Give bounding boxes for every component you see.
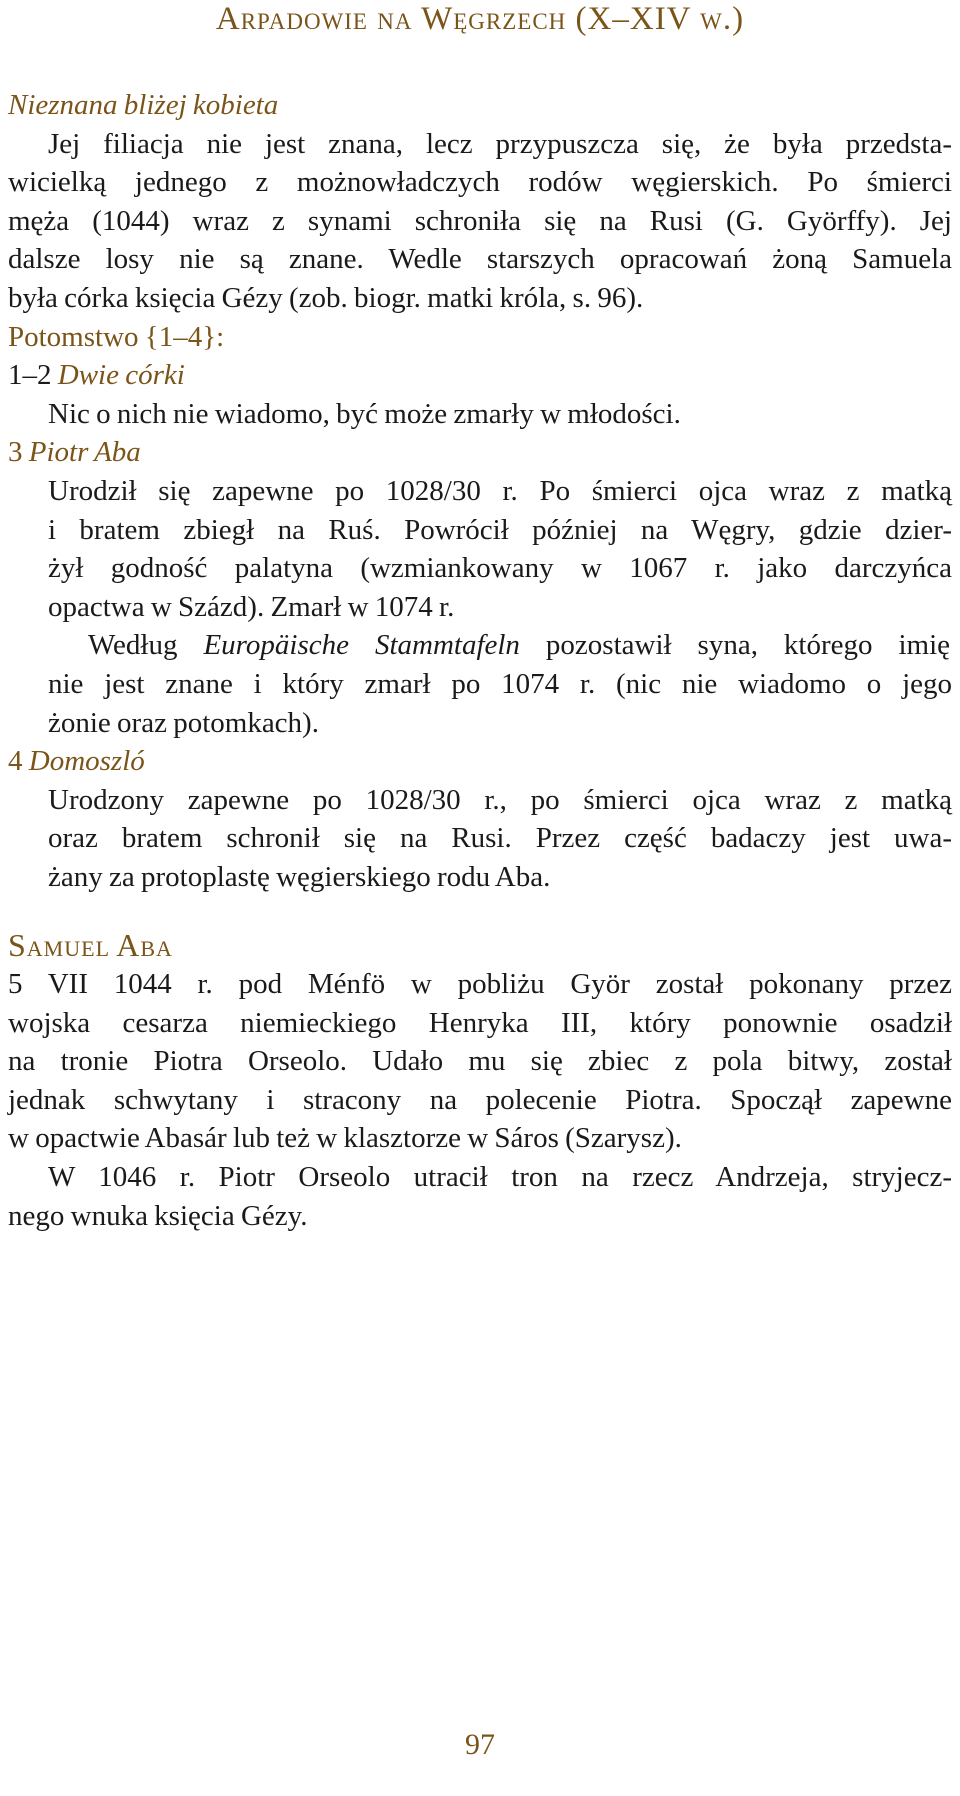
offspring-label: Potomstwo {1–4}:: [8, 320, 225, 353]
text-line: Urodził się zapewne po 1028/30 r. Po śmierci ojca wraz z matką: [48, 474, 952, 507]
offspring-entry-heading: [8, 742, 952, 781]
entry-number: 3: [8, 436, 23, 469]
document-page: [8, 0, 952, 1796]
text-line: opactwa w Százd). Zmarł w 1074 r.: [48, 590, 455, 623]
text-line: w opactwie Abasár lub też w klasztorze w Sáros (Szarysz).: [8, 1122, 682, 1155]
offspring-entry-heading: [8, 356, 952, 395]
text-line: żany za protoplastę węgierskiego rodu Aba.: [48, 860, 551, 893]
text-line: dalsze losy nie są znane. Wedle starszych opracowań żoną Samuela: [8, 243, 952, 276]
section-gap: [8, 896, 952, 926]
text-line: nego wnuka księcia Gézy.: [8, 1199, 308, 1232]
entry-number: 4: [8, 745, 23, 778]
text-line: żonie oraz potomkach).: [48, 706, 319, 739]
text-line: W 1046 r. Piotr Orseolo utracił tron na rzecz Andrzeja, stryjecz-: [48, 1161, 952, 1194]
section-heading-wife: Nieznana bliżej kobieta: [8, 89, 279, 121]
running-head: Arpadowie na Węgrzech (X–XIV w.): [215, 1, 745, 37]
text-line: Jej filiacja nie jest znana, lecz przypuszcza się, że była przedsta-: [48, 127, 952, 160]
text-line: na tronie Piotra Orseolo. Udało mu się zbiec z pola bitwy, został: [8, 1045, 952, 1078]
text-line: męża (1044) wraz z synami schroniła się na Rusi (G. Györffy). Jej: [8, 204, 952, 237]
section-heading-samuel: Samuel Aba: [8, 927, 173, 964]
text-line: i bratem zbiegł na Ruś. Powrócił później na Węgry, gdzie dzier-: [48, 513, 952, 546]
text-line: żył godność palatyna (wzmiankowany w 1067 r. jako darczyńca: [48, 552, 952, 585]
text-line: wicielką jednego z możnowładczych rodów węgierskich. Po śmierci: [8, 166, 952, 199]
entry-name: Domoszló: [28, 745, 145, 778]
text-line: wojska cesarza niemieckiego Henryka III, który ponownie osadził: [8, 1006, 952, 1039]
entry-number: 1–2: [8, 359, 52, 392]
text-line: Nic o nich nie wiadomo, być może zmarły w młodości.: [48, 397, 681, 430]
entry-name: Piotr Aba: [28, 436, 141, 469]
text-run: pozostawił syna, którego imię: [545, 629, 951, 662]
page-number: 97: [465, 1728, 495, 1761]
text-line: 5 VII 1044 r. pod Ménfö w pobliżu Györ został pokonany przez: [8, 968, 952, 1001]
text-line: [8, 626, 952, 665]
offspring-entry-heading: [8, 433, 952, 472]
text-line: oraz bratem schronił się na Rusi. Przez część badaczy jest uwa-: [48, 822, 952, 855]
text-run: Według: [88, 629, 178, 662]
text-line: Urodzony zapewne po 1028/30 r., po śmierci ojca wraz z matką: [48, 783, 952, 816]
text-line: jednak schwytany i stracony na polecenie Piotra. Spoczął zapewne: [8, 1083, 952, 1116]
book-title: Europäische Stammtafeln: [203, 629, 520, 662]
text-line: była córka księcia Gézy (zob. biogr. matki króla, s. 96).: [8, 281, 644, 314]
text-line: nie jest znane i który zmarł po 1074 r. (nic nie wiadomo o jego: [48, 667, 952, 700]
entry-name: Dwie córki: [57, 359, 185, 392]
page-body: [8, 86, 952, 1235]
